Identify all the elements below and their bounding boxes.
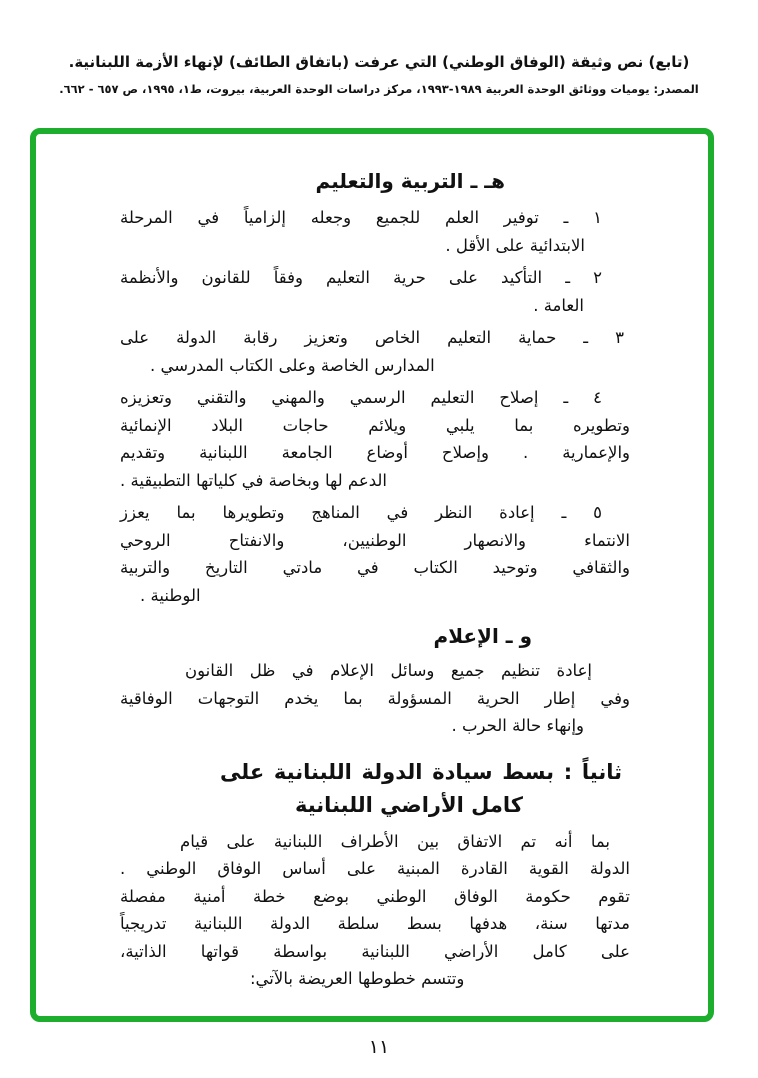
paragraph: [120, 499, 630, 609]
section-sovereignty-heading-line2: كامل الأراضي اللبنانية: [294, 792, 523, 817]
text-line: الوطنية .: [140, 585, 201, 605]
text-line: العامة .: [533, 295, 584, 315]
text-line: ٤ ـ إصلاح التعليم الرسمي والمهني والتقني وتعزيزه: [120, 388, 602, 407]
text-line: ٥ ـ إعادة النظر في المناهج وتطويرها بما يعزز: [120, 503, 602, 522]
text-line: تقوم حكومة الوفاق الوطني بوضع خطة أمنية مفصلة: [120, 886, 630, 906]
paragraph: [120, 657, 630, 740]
text-line: وتطويره بما يلبي ويلائم حاجات البلاد الإنمائية: [120, 415, 630, 435]
document-body: [36, 134, 708, 1016]
page-header: [0, 50, 758, 99]
text-line: بما أنه تم الاتفاق بين الأطراف اللبنانية على قيام: [180, 831, 610, 851]
text-line: وتتسم خطوطها العريضة بالآتي:: [250, 969, 465, 988]
paragraph: [120, 828, 630, 993]
text-line: الدعم لها وبخاصة في كلياتها التطبيقية .: [120, 470, 388, 490]
section-education-heading: هـ ـ التربية والتعليم: [315, 169, 505, 193]
page-number: ١١: [368, 1036, 390, 1058]
paragraph: [120, 384, 630, 494]
text-line: ٢ ـ التأكيد على حرية التعليم وفقاً للقانون والأنظمة: [120, 268, 602, 287]
text-line: إعادة تنظيم جميع وسائل الإعلام في ظل القانون: [185, 661, 592, 680]
text-line: الدولة القوية القادرة المبنية على أساس الوفاق الوطني .: [120, 859, 630, 878]
text-line: المدارس الخاصة وعلى الكتاب المدرسي .: [150, 355, 435, 375]
section-sovereignty-heading: [120, 756, 630, 822]
paragraph: [120, 324, 630, 379]
text-line: الابتدائية على الأقل .: [445, 235, 585, 255]
text-line: مدتها سنة، هدفها بسط سلطة الدولة اللبنانية تدريجياً: [120, 914, 630, 933]
paragraph: [120, 264, 630, 319]
text-line: ١ ـ توفير العلم للجميع وجعله إلزامياً في المرحلة: [120, 208, 602, 227]
text-line: على كامل الأراضي اللبنانية بواسطة قواتها الذاتية،: [120, 941, 630, 961]
paragraph: [120, 204, 630, 259]
section-sovereignty-heading-line1: ثانياً : بسط سيادة الدولة اللبنانية على: [220, 759, 622, 784]
text-line: والثقافي وتوحيد الكتاب في مادتي التاريخ والتربية: [120, 558, 630, 577]
text-line: الانتماء والانصهار الوطنيين، والانفتاح الروحي: [120, 530, 630, 550]
text-line: ٣ ـ حماية التعليم الخاص وتعزيز رقابة الدولة على: [120, 328, 624, 347]
text-line: وإنهاء حالة الحرب .: [451, 716, 584, 735]
document-source: المصدر: يوميات ووثائق الوحدة العربية ١٩٨٩-١٩٩٣، مركز دراسات الوحدة العربية، بيروت، ط١، ١٩٩٥، ص ٦٥٧ - ٦٦٢.: [59, 82, 699, 96]
text-line: والإعمارية . وإصلاح أوضاع الجامعة اللبنانية وتقديم: [120, 443, 630, 462]
content-frame: [30, 128, 714, 1022]
document-title: (تابع) نص وثيقة (الوفاق الوطني) التي عرفت (باتفاق الطائف) لإنهاء الأزمة اللبنانية.: [68, 53, 690, 71]
section-media-heading: و ـ الإعلام: [433, 624, 532, 648]
text-line: وفي إطار الحرية المسؤولة بما يخدم التوجهات الوفاقية: [120, 688, 630, 708]
